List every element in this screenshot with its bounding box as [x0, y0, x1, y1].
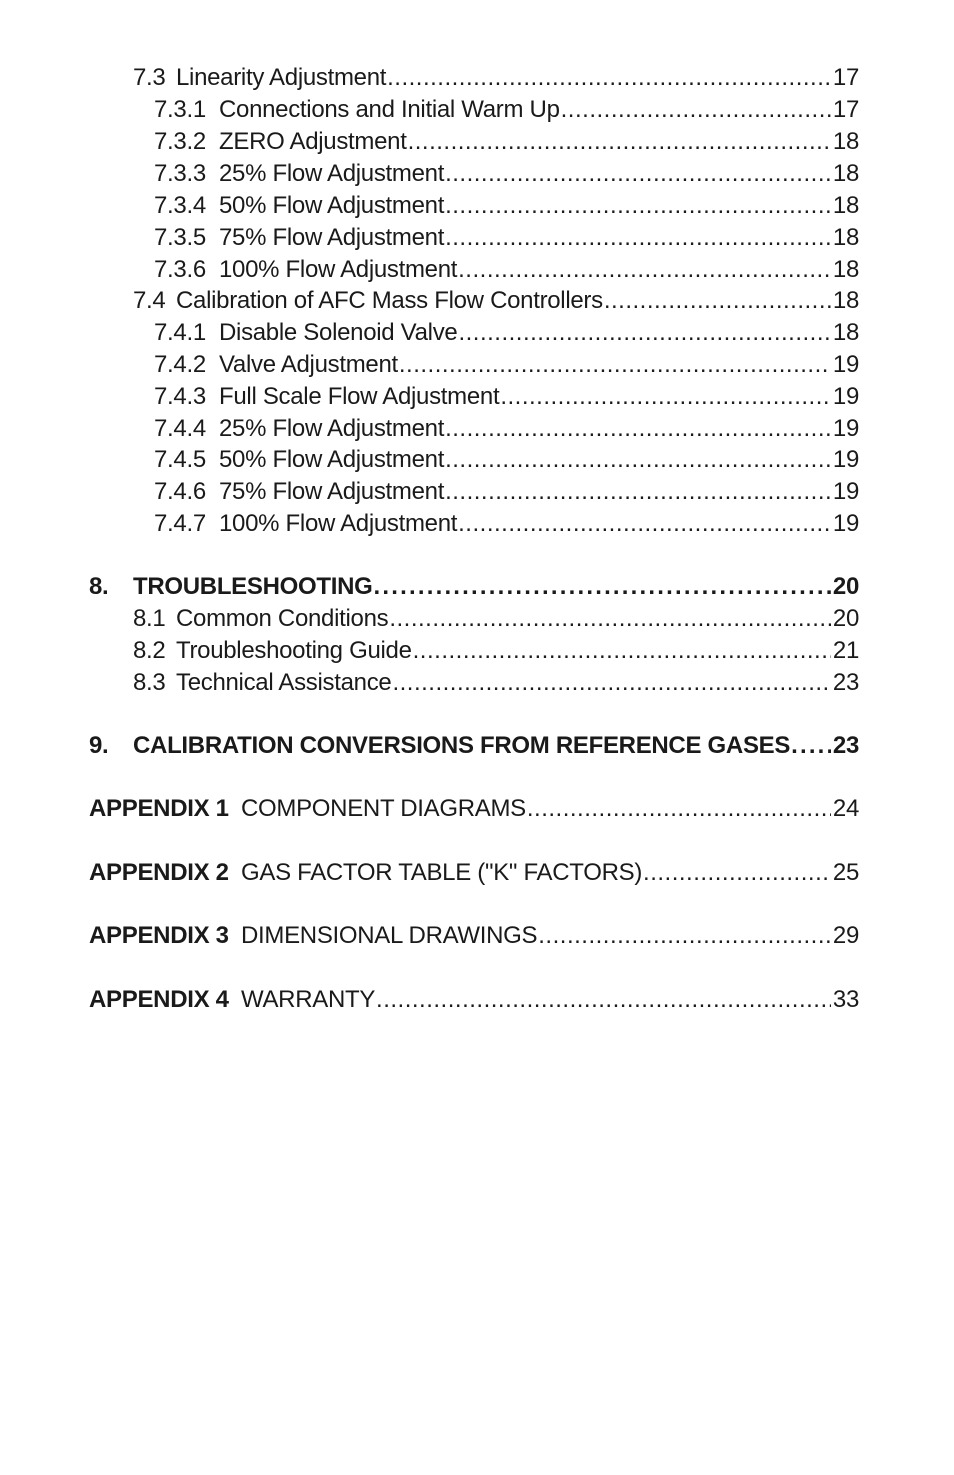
dot-leader — [387, 62, 831, 94]
dot-leader — [445, 413, 831, 445]
toc-entry-number: APPENDIX 1 — [89, 795, 229, 822]
toc-entry-page: 19 — [832, 478, 859, 505]
toc-entry[interactable] — [154, 94, 859, 126]
toc-entry-page: 33 — [832, 986, 859, 1013]
dot-leader — [458, 317, 830, 349]
toc-entry-title: Valve Adjustment — [219, 351, 398, 378]
toc-entry[interactable] — [154, 126, 859, 158]
dot-leader — [561, 94, 831, 126]
toc-entry-title: COMPONENT DIAGRAMS — [241, 795, 526, 822]
dot-leader — [408, 126, 831, 158]
toc-entry-title: TROUBLESHOOTING — [133, 573, 373, 600]
toc-entry-page: 19 — [832, 446, 859, 473]
toc-entry-page: 18 — [832, 256, 859, 283]
toc-entry-number: 7.3.5 — [154, 224, 206, 251]
toc-entry-page: 19 — [832, 383, 859, 410]
toc-entry-page: 17 — [832, 64, 859, 91]
toc-entry-number: 7.3 — [133, 64, 166, 91]
toc-entry-number: 8.3 — [133, 669, 166, 696]
toc-entry-page: 19 — [832, 510, 859, 537]
toc-entry[interactable] — [133, 635, 859, 667]
toc-entry[interactable] — [133, 667, 859, 699]
toc-entry-number: 7.3.1 — [154, 96, 206, 123]
dot-leader — [413, 635, 831, 667]
toc-entry[interactable] — [154, 222, 859, 254]
toc-entry-number: 7.3.6 — [154, 256, 206, 283]
toc-entry[interactable] — [89, 793, 859, 825]
toc-entry-page: 19 — [832, 351, 859, 378]
dot-leader — [445, 476, 831, 508]
toc-entry-title: GAS FACTOR TABLE ("K" FACTORS) — [241, 859, 643, 886]
toc-entry-page: 18 — [832, 224, 859, 251]
dot-leader — [445, 158, 831, 190]
toc-entry-title: Connections and Initial Warm Up — [219, 96, 560, 123]
toc-entry-number: 7.4.5 — [154, 446, 206, 473]
toc-entry-title: 50% Flow Adjustment — [219, 192, 445, 219]
toc-entry-title: Full Scale Flow Adjustment — [219, 383, 500, 410]
toc-entry[interactable] — [154, 413, 859, 445]
toc-entry-number: 7.4.6 — [154, 478, 206, 505]
toc-entry-title: Linearity Adjustment — [176, 64, 387, 91]
toc-entry[interactable] — [89, 857, 859, 889]
dot-leader — [527, 793, 831, 825]
toc-entry-number: 8.1 — [133, 605, 166, 632]
toc-entry[interactable] — [89, 984, 859, 1016]
toc-entry-title: 100% Flow Adjustment — [219, 256, 458, 283]
toc-entry-number: APPENDIX 4 — [89, 986, 229, 1013]
toc-entry[interactable] — [154, 349, 859, 381]
toc-entry-page: 19 — [832, 415, 859, 442]
toc-entry[interactable] — [89, 730, 859, 762]
toc-entry-number: 7.4.4 — [154, 415, 206, 442]
toc-entry[interactable] — [154, 476, 859, 508]
toc-entry-page: 18 — [832, 128, 859, 155]
toc-entry[interactable] — [154, 444, 859, 476]
toc-entry-page: 23 — [832, 732, 859, 759]
toc-entry-number: 9. — [89, 732, 109, 759]
toc-entry-page: 29 — [832, 922, 859, 949]
toc-entry-page: 20 — [832, 573, 859, 600]
dot-leader — [445, 222, 831, 254]
toc-entry-number: 7.3.3 — [154, 160, 206, 187]
toc-entry-page: 18 — [832, 192, 859, 219]
toc-entry-title: 50% Flow Adjustment — [219, 446, 445, 473]
dot-leader — [458, 254, 831, 286]
toc-entry-title: 25% Flow Adjustment — [219, 160, 445, 187]
toc-entry-title: 100% Flow Adjustment — [219, 510, 458, 537]
toc-entry-page: 21 — [832, 637, 859, 664]
toc-entry[interactable] — [133, 285, 859, 317]
toc-entry[interactable] — [154, 190, 859, 222]
toc-entry-page: 18 — [832, 319, 859, 346]
toc-entry-number: APPENDIX 2 — [89, 859, 229, 886]
toc-entry-title: 75% Flow Adjustment — [219, 478, 445, 505]
toc-entry-title: Calibration of AFC Mass Flow Controllers — [176, 287, 603, 314]
toc-entry[interactable] — [89, 571, 859, 603]
dot-leader — [374, 571, 831, 603]
toc-entry-page: 20 — [832, 605, 859, 632]
toc-entry-number: 8. — [89, 573, 109, 600]
toc-entry-title: Technical Assistance — [176, 669, 392, 696]
toc-entry-page: 24 — [832, 795, 859, 822]
toc-entry-number: 7.3.4 — [154, 192, 206, 219]
toc-entry-page: 17 — [832, 96, 859, 123]
toc-entry-title: Disable Solenoid Valve — [219, 319, 458, 346]
dot-leader — [445, 444, 831, 476]
toc-entry-page: 23 — [832, 669, 859, 696]
toc-entry[interactable] — [133, 603, 859, 635]
dot-leader — [604, 285, 831, 317]
toc-entry-title: 25% Flow Adjustment — [219, 415, 445, 442]
dot-leader — [392, 667, 830, 699]
toc-entry-title: WARRANTY — [241, 986, 376, 1013]
toc-entry-number: 7.4.7 — [154, 510, 206, 537]
toc-entry[interactable] — [154, 317, 859, 349]
dot-leader — [445, 190, 831, 222]
toc-entry-title: DIMENSIONAL DRAWINGS — [241, 922, 538, 949]
dot-leader — [643, 857, 831, 889]
toc-entry-number: 7.4.1 — [154, 319, 206, 346]
dot-leader — [399, 349, 831, 381]
toc-entry-page: 18 — [832, 160, 859, 187]
toc-entry-number: 7.4.3 — [154, 383, 206, 410]
toc-entry[interactable] — [89, 920, 859, 952]
toc-entry-title: ZERO Adjustment — [219, 128, 407, 155]
toc-entry-title: Troubleshooting Guide — [176, 637, 412, 664]
toc-entry[interactable] — [154, 508, 859, 540]
toc-entry[interactable] — [154, 381, 859, 413]
toc-entry-title: Common Conditions — [176, 605, 389, 632]
toc-entry[interactable] — [154, 254, 859, 286]
toc-entry-number: 7.3.2 — [154, 128, 206, 155]
dot-leader — [500, 381, 831, 413]
dot-leader — [458, 508, 831, 540]
dot-leader — [376, 984, 831, 1016]
toc-entry[interactable] — [154, 158, 859, 190]
toc-entry-number: 7.4 — [133, 287, 166, 314]
dot-leader — [538, 920, 831, 952]
dot-leader — [389, 603, 831, 635]
toc-entry[interactable] — [133, 62, 859, 94]
dot-leader — [791, 730, 831, 762]
toc-entry-page: 25 — [832, 859, 859, 886]
toc-entry-number: 7.4.2 — [154, 351, 206, 378]
toc-entry-title: CALIBRATION CONVERSIONS FROM REFERENCE GASES — [133, 732, 791, 759]
toc-entry-page: 18 — [832, 287, 859, 314]
toc-entry-number: APPENDIX 3 — [89, 922, 229, 949]
toc-entry-title: 75% Flow Adjustment — [219, 224, 445, 251]
toc-entry-number: 8.2 — [133, 637, 166, 664]
